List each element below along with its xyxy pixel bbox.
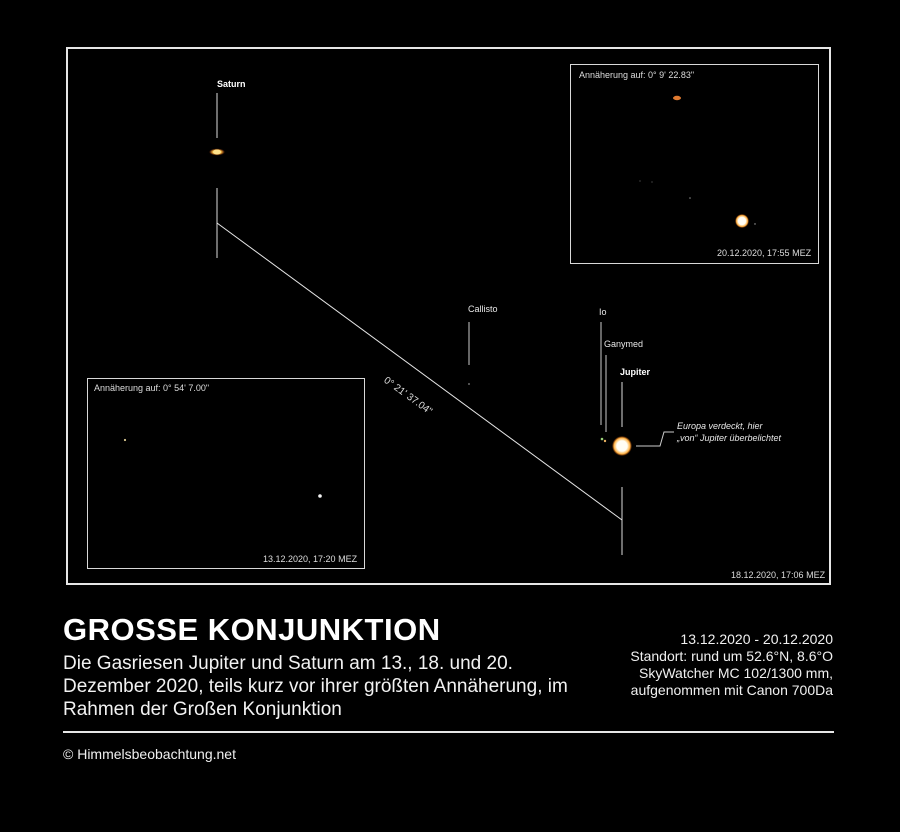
- callisto-moon: [468, 383, 470, 385]
- io-label: Io: [599, 307, 607, 317]
- date-range: 13.12.2020 - 20.12.2020: [680, 631, 833, 647]
- telescope: SkyWatcher MC 102/1300 mm,: [639, 665, 833, 681]
- camera: aufgenommen mit Canon 700Da: [630, 682, 833, 698]
- main-timestamp: 18.12.2020, 17:06 MEZ: [731, 570, 826, 580]
- inset-left-approach: Annäherung auf: 0° 54' 7.00": [94, 383, 210, 393]
- saturn-label: Saturn: [217, 79, 246, 89]
- inset-right-timestamp: 20.12.2020, 17:55 MEZ: [717, 248, 812, 258]
- jupiter-label: Jupiter: [620, 367, 651, 377]
- divider: [63, 731, 834, 733]
- caption-title: GROSSE KONJUNKTION: [63, 612, 441, 647]
- europa-note-line1: Europa verdeckt, hier: [677, 421, 763, 431]
- caption-subtitle: Die Gasriesen Jupiter und Saturn am 13., 18. und 20. Dezember 2020, teils kurz vor ihrer größten Annäherung, im Rahmen der Großen Konjunktion: [63, 653, 568, 720]
- inset-left: [87, 378, 365, 569]
- ganymed-moon: [604, 440, 606, 442]
- callisto-label: Callisto: [468, 304, 498, 314]
- europa-note-line2: „von“ Jupiter überbelichtet: [677, 433, 782, 443]
- location: Standort: rund um 52.6°N, 8.6°O: [630, 648, 833, 664]
- copyright: © Himmelsbeobachtung.net: [63, 746, 236, 762]
- inset-right-approach: Annäherung auf: 0° 9' 22.83": [579, 70, 695, 80]
- europa-pointer: [636, 432, 674, 446]
- europa-note: [677, 420, 781, 444]
- io-moon: [601, 438, 604, 441]
- inset-right: [570, 64, 819, 264]
- inset-left-timestamp: 13.12.2020, 17:20 MEZ: [263, 554, 358, 564]
- caption-info: [630, 631, 833, 699]
- ganymed-label: Ganymed: [604, 339, 644, 349]
- separation-label: 0° 21' 37.04": [381, 375, 434, 418]
